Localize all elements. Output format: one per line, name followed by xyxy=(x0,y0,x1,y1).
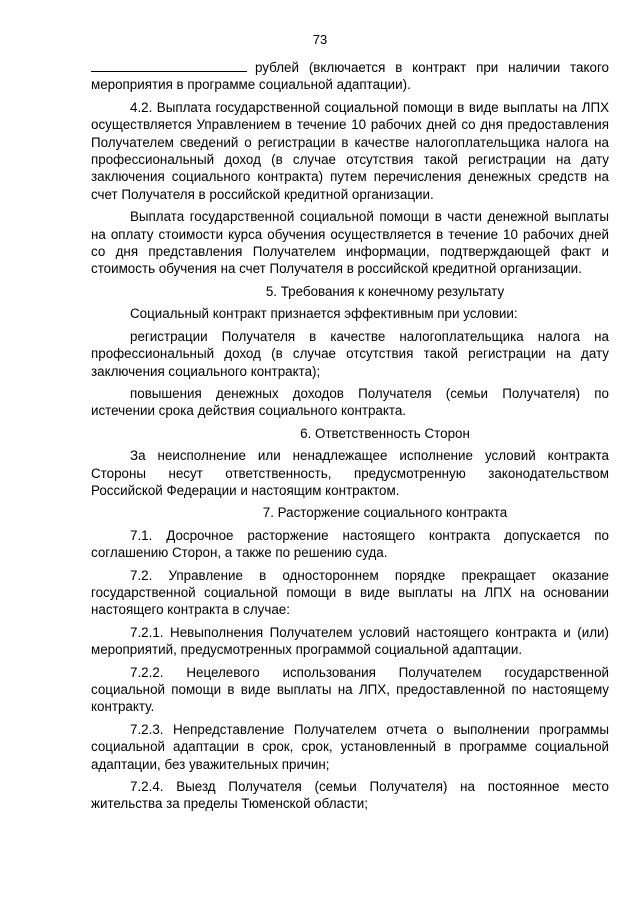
page-number: 73 xyxy=(312,32,328,47)
paragraph-7-2-2: 7.2.2. Нецелевого использования Получателем государственной социальной помощи в виде выплаты на ЛПХ, предоставленной по настоящему контракту. xyxy=(91,664,609,715)
paragraph-registration: регистрации Получателя в качестве налогоплательщика налога на профессиональный доход (в случае отсутствия такой регистрации на дату заключения социального контракта); xyxy=(91,328,609,379)
paragraph-effective-condition: Социальный контракт признается эффективным при условии: xyxy=(130,306,518,322)
paragraph-7-2-4: 7.2.4. Выезд Получателя (семьи Получателя) на постоянное место жительства за пределы Тюменской области; xyxy=(91,779,609,812)
paragraph-7-2-1: 7.2.1. Невыполнения Получателем условий настоящего контракта и (или) мероприятий, предусмотренных программой социальной адаптации. xyxy=(91,624,609,658)
paragraph-amount xyxy=(91,59,609,94)
section-heading-7: 7. Расторжение социального контракта xyxy=(262,505,508,521)
paragraph-7-2: 7.2. Управление в одностороннем порядке прекращает оказание государственной социальной помощи в виде выплаты на ЛПХ на основании настоящего контракта в случае: xyxy=(91,567,609,618)
document-body xyxy=(91,59,609,818)
paragraph-4-2: 4.2. Выплата государственной социальной помощи в виде выплаты на ЛПХ осуществляется Управлением в течение 10 рабочих дней со дня предоставления Получателем сведений о регистрации в качестве налогоплательщика налога на профессиональный доход (в случае отсутствия такой регистрации на дату заключения социального контракта) путем перечисления денежных средств на счет Получателя в российской кредитной организации. xyxy=(91,99,609,202)
paragraph-training-payment: Выплата государственной социальной помощи в части денежной выплаты на оплату стоимости курса обучения осуществляется в течение 10 рабочих дней со дня представления Получателем информации, подтверждающей факт и стоимость обучения на счет Получателя в российской кредитной организации. xyxy=(91,209,609,277)
section-heading-6: 6. Ответственность Сторон xyxy=(300,425,470,441)
paragraph-amount-text: рублей (включается в контракт при наличии такого мероприятия в программе социальной адаптации). xyxy=(91,60,609,93)
paragraph-income-increase: повышения денежных доходов Получателя (семьи Получателя) по истечении срока действия социального контракта. xyxy=(91,385,609,419)
blank-amount-line xyxy=(91,60,247,72)
paragraph-7-2-3: 7.2.3. Непредставление Получателем отчета о выполнении программы социальной адаптации в срок, срок, установленный в программе социальной адаптации, без уважительных причин; xyxy=(91,721,609,772)
section-heading-5: 5. Требования к конечному результату xyxy=(265,283,505,299)
paragraph-responsibility: За неисполнение или ненадлежащее исполнение условий контракта Стороны несут ответственность, предусмотренную законодательством Российской Федерации и настоящим контрактом. xyxy=(91,448,609,498)
paragraph-7-1: 7.1. Досрочное расторжение настоящего контракта допускается по соглашению Сторон, а также по решению суда. xyxy=(91,527,609,561)
